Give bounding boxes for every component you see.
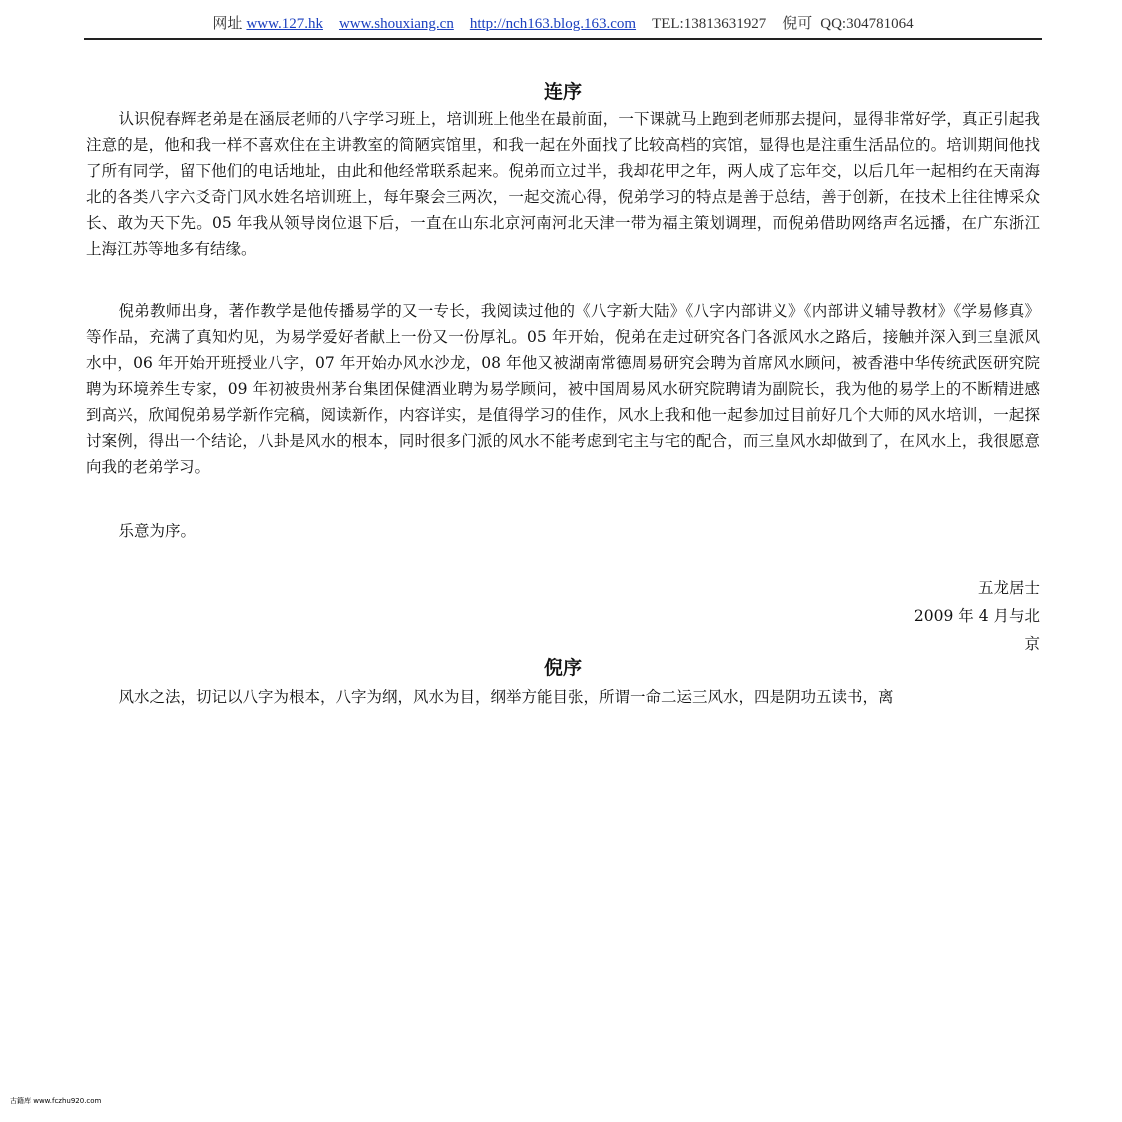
preface2-title: 倪序 xyxy=(543,657,582,679)
preface1-paragraph-3: 乐意为序。 xyxy=(118,522,197,540)
header-tel: TEL:13813631927 xyxy=(652,16,767,32)
header-label: 网址 xyxy=(212,16,243,32)
preface1-paragraph-2: 倪弟教师出身，著作教学是他传播易学的又一专长，我阅读过他的《八字新大陆》《八字内部讲义》《内部讲义辅导教材》《学易修真》等作品，充满了真知灼见，为易学爱好者献上一份又一份厚礼。05 年开始，倪弟在走过研究各门各派风水之路后，接触并深入到三皇派风水中，06 年开始开班授业八字，07 年开始办风水沙龙，08 年他又被湖南常德周易研究会聘为首席风水顾问，被香港中华传统武医研究院聘为环境养生专家，09 年初被贵州茅台集团保健酒业聘为易学顾问，被中国周易风水研究院聘请为副院长，我为他的易学上的不断精进感到高兴，欣闻倪弟易学新作完稿，阅读新作，内容详实，是值得学习的佳作，风水上我和他一起参加过目前好几个大师的风水培训，一起探讨案例，得出一个结论，八卦是风水的根本，同时很多门派的风水不能考虑到宅主与宅的配合，而三皇风水却做到了，在风水上，我很愿意向我的老弟学习。 xyxy=(86,302,1040,476)
page-header xyxy=(84,14,1042,40)
header-link-127[interactable]: www.127.hk xyxy=(246,16,323,32)
preface1-paragraph-1: 认识倪春辉老弟是在涵辰老师的八字学习班上，培训班上他坐在最前面，一下课就马上跑到老师那去提问，显得非常好学，真正引起我注意的是，他和我一样不喜欢住在主讲教室的简陋宾馆里，和我一起在外面找了比较高档的宾馆，显得也是注重生活品位的。培训期间他找了所有同学，留下他们的电话地址，由此和他经常联系起来。倪弟而立过半，我却花甲之年，两人成了忘年交，以后几年一起相约在天南海北的各类八字六爻奇门风水姓名培训班上，每年聚会三两次，一起交流心得，倪弟学习的特点是善于总结，善于创新，在技术上往往博采众长、敢为天下先。05 年我从领导岗位退下后，一直在山东北京河南河北天津一带为福主策划调理，而倪弟借助网络声名远播，在广东浙江上海江苏等地多有结缘。 xyxy=(86,110,1040,258)
signature-place: 京 xyxy=(1024,635,1040,653)
preface2-paragraph: 风水之法，切记以八字为根本，八字为纲，风水为目，纲举方能目张，所谓一命二运三风水，四是阴功五读书，离 xyxy=(118,688,894,706)
preface1-title: 连序 xyxy=(543,81,582,103)
header-link-shouxiang[interactable]: www.shouxiang.cn xyxy=(338,16,454,32)
header-qq: QQ:304781064 xyxy=(820,16,914,32)
footer-watermark: 古籍库 www.fczhu920.com xyxy=(10,1097,102,1105)
header-link-blog[interactable]: http://nch163.blog.163.com xyxy=(469,16,637,32)
signature-name: 五龙居士 xyxy=(977,579,1040,597)
signature xyxy=(880,574,1040,658)
header-name: 倪可 xyxy=(782,16,813,32)
signature-date: 2009 年 4 月与北 xyxy=(913,607,1040,625)
